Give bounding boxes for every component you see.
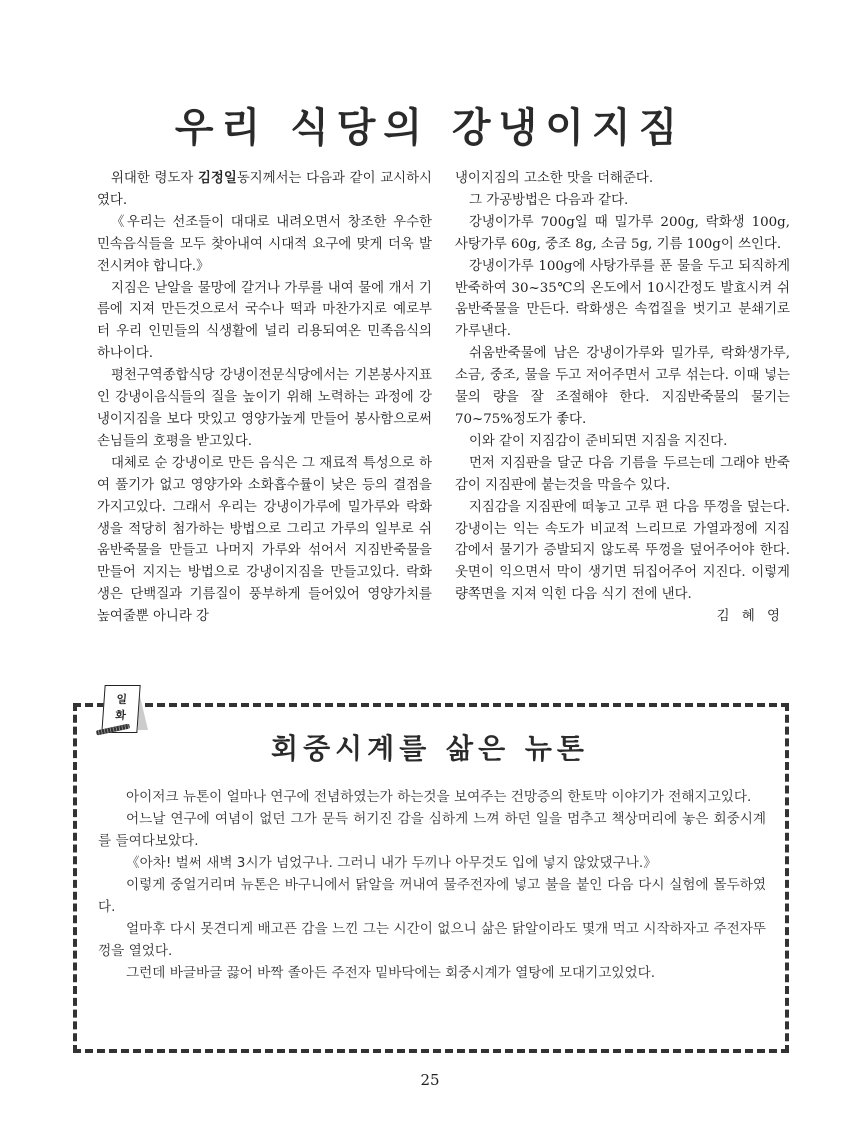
paragraph: 평천구역종합식당 강냉이전문식당에서는 기본봉사지표인 강냉이음식들의 질을 높이기 위해 노력하는 과정에 강냉이지짐을 보다 맛있고 영양가높게 만들어 봉사함으로써 손님들의 호평을 받고있다. [97, 368, 432, 449]
paragraph: 강냉이가루 700g일 때 밀가루 200g, 락화생 100g, 사탕가루 60g, 중조 8g, 소금 5g, 기름 100g이 쓰인다. [455, 214, 790, 252]
paragraph: 지짐은 낟알을 물망에 갈거나 가루를 내여 물에 개서 기름에 지져 만든것으로서 국수나 떡과 마찬가지로 예로부터 우리 인민들의 식생활에 널리 리용되여온 민족음식의 하나이다. [97, 280, 432, 362]
paragraph: 이와 같이 지짐감이 준비되면 지짐을 지진다. [469, 433, 728, 449]
paragraph: 어느날 연구에 여념이 없던 그가 문득 허기진 감을 심하게 느껴 하던 일을 멈추고 책상머리에 놓은 회중시계를 들여다보았다. [98, 811, 766, 849]
anecdote-body [98, 786, 766, 984]
paragraph: 그 가공방법은 다음과 같다. [469, 192, 629, 208]
paragraph: 냉이지짐의 고소한 맛을 더해준다. [455, 171, 654, 186]
paragraph: 그런데 바글바글 끓어 바짝 졸아든 주전자 밑바닥에는 회중시계가 열탕에 모대기고있었다. [126, 965, 656, 981]
paragraph: 먼저 지짐판을 달군 다음 기름을 두르는데 그래야 반죽감이 지짐판에 붙는것을 막을수 있다. [455, 455, 790, 493]
left-column [97, 168, 432, 628]
paragraph: 위대한 령도자 김정일동지께서는 다음과 같이 교시하시였다. [97, 170, 432, 208]
paragraph: 《우리는 선조들이 대대로 내려오면서 창조한 우수한 민속음식들을 모두 찾아내여 시대적 요구에 맞게 더욱 발전시켜야 합니다.》 [97, 214, 432, 274]
paragraph: 지짐감을 지짐판에 떠놓고 고루 편 다음 뚜껑을 덮는다. 강냉이는 익는 속도가 비교적 느리므로 가열과정에 지짐감에서 물기가 증발되지 않도록 뚜껑을 덮어주어야 한다. 웃면이 익으면서 막이 생기면 뒤집어주어 지진다. 이렇게 량쪽면을 지져 익힌 다음 식기 전에 낸다. [455, 499, 790, 603]
paragraph: 강냉이가루 100g에 사탕가루를 푼 물을 두고 되직하게 반죽하여 30~35℃의 온도에서 10시간정도 발효시켜 쉬움반죽물을 만든다. 락화생은 속껍질을 벗기고 분쇄기로 가루낸다. [455, 258, 790, 340]
anecdote-title: 회중시계를 삶은 뉴톤 [271, 732, 589, 765]
paragraph: 이렇게 중얼거리며 뉴톤은 바구니에서 닭알을 꺼내여 물주전자에 넣고 불을 붙인 다음 다시 실험에 몰두하였다. [98, 877, 766, 915]
article-body [97, 168, 790, 628]
author-byline: 김 혜 영 [716, 609, 784, 625]
anecdote-badge-icon: 일 화 [101, 685, 140, 733]
paragraph: 아이저크 뉴톤이 얼마나 연구에 전념하였는가 하는것을 보여주는 건망증의 한토막 이야기가 전해지고있다. [126, 789, 752, 805]
right-column [455, 168, 790, 628]
article-title: 우리 식당의 강냉이지짐 [174, 105, 686, 151]
paragraph: 쉬움반죽물에 남은 강냉이가루와 밀가루, 락화생가루, 소금, 중조, 물을 두고 저어주면서 고루 섞는다. 이때 넣는 물의 량을 잘 조절해야 한다. 지짐반죽물의 물기는 70~75%정도가 좋다. [455, 346, 790, 427]
paragraph: 얼마후 다시 못견디게 배고픈 감을 느낀 그는 시간이 없으니 삶은 닭알이라도 몇개 먹고 시작하자고 주전자뚜껑을 열었다. [98, 921, 766, 959]
leader-name: 김정일 [198, 170, 237, 186]
paragraph: 《아차! 벌써 새벽 3시가 넘었구나. 그러니 내가 두끼나 아무것도 입에 넣지 않았댔구나.》 [126, 855, 657, 871]
page-number: 25 [420, 1071, 440, 1089]
paragraph: 대체로 순 강냉이로 만든 음식은 그 재료적 특성으로 하여 풀기가 없고 영양가와 소화흡수률이 낮은 등의 결점을 가지고있다. 그래서 우리는 강냉이가루에 밀가루와 락화생을 적당히 첨가하는 방법으로 그리고 가루의 일부로 쉬움반죽물을 만들고 나머지 가루와 섞어서 지짐반죽물을 만들어 지지는 방법으로 강냉이지짐을 만들고있다. 락화생은 단백질과 기름질이 풍부하게 들어있어 영양가치를 높여줄뿐 아니라 강 [97, 455, 432, 625]
